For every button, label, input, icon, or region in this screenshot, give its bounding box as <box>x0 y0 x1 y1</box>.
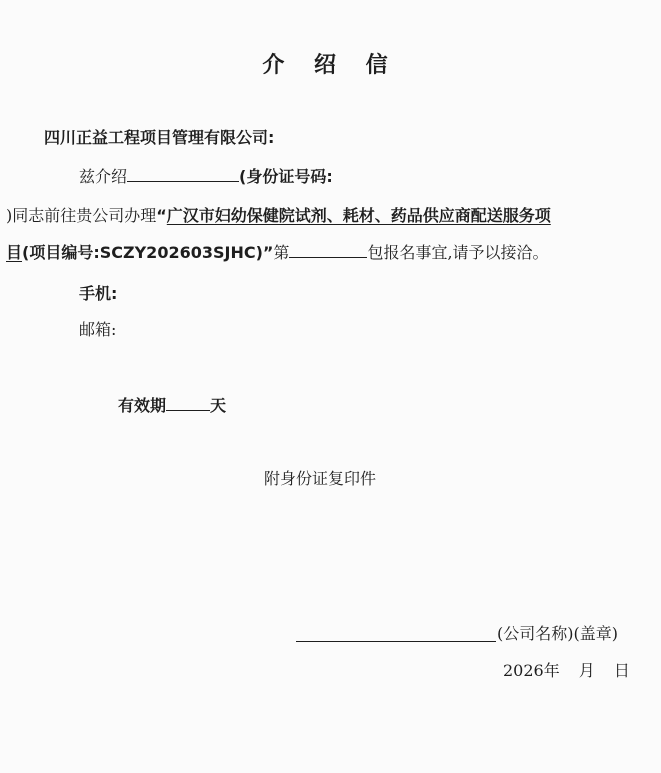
name-blank <box>127 167 239 182</box>
purpose-line-1 <box>6 206 551 226</box>
validity-unit: 天 <box>210 396 227 415</box>
validity-line <box>118 396 226 416</box>
section-label: 第 <box>273 243 290 262</box>
project-name-part1: 广汉市妇幼保健院试剂、耗材、药品供应商配送服务项 <box>166 206 551 225</box>
intro-prefix: 兹介绍 <box>79 167 128 186</box>
project-name-part2: 目 <box>6 243 23 262</box>
company-stamp-label: (公司名称)(盖章) <box>497 624 618 643</box>
purpose-line-2 <box>6 243 549 263</box>
purpose-lead: )同志前往贵公司办理 <box>6 206 157 225</box>
date-line: 2026年 月 日 <box>503 661 630 680</box>
purpose-tail: 包报名事宜,请予以接洽。 <box>367 243 549 262</box>
id-number-label: (身份证号码: <box>239 167 333 186</box>
validity-label: 有效期 <box>118 396 167 415</box>
quote-close: ” <box>262 243 274 262</box>
recipient-line: 四川正益工程项目管理有限公司: <box>44 128 275 147</box>
quote-open: “ <box>156 206 167 225</box>
attachment-note: 附身份证复印件 <box>264 469 377 488</box>
project-code: (项目编号:SCZY202603SJHC) <box>22 243 263 262</box>
company-signature-line <box>296 641 496 642</box>
section-blank <box>289 243 367 258</box>
validity-blank <box>166 396 210 411</box>
email-label: 邮箱: <box>79 320 117 339</box>
letter-title: 介 绍 信 <box>262 53 399 78</box>
phone-label: 手机: <box>79 284 118 303</box>
intro-line <box>79 167 333 187</box>
